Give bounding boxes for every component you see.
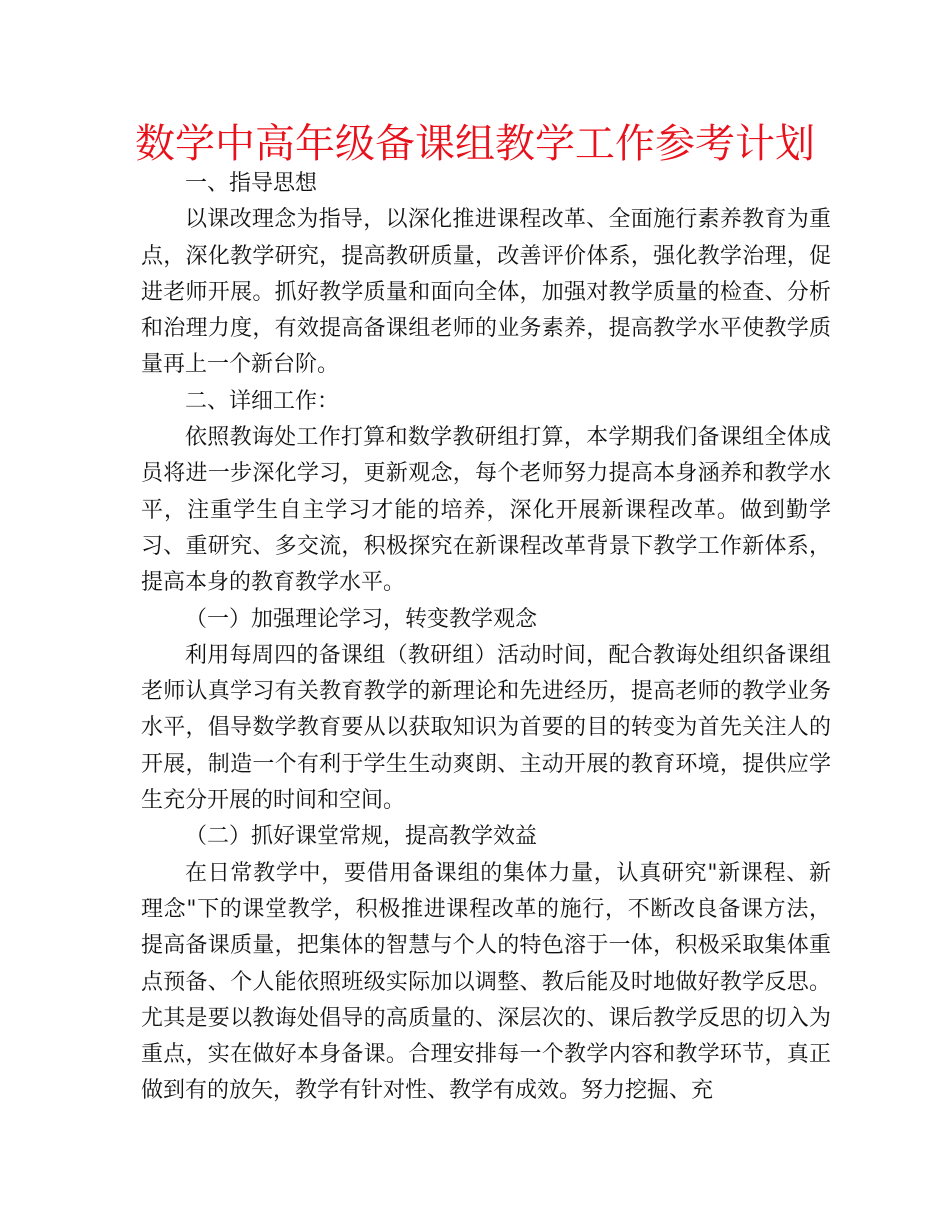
paragraph-classroom-routine: 在日常教学中，要借用备课组的集体力量，认真研究"新课程、新理念"下的课堂教学，积极推进课程改革的施行，不断改良备课方法，提高备课质量，把集体的智慧与个人的特色溶于一体，积极采取集体重点预备、个人能依照班级实际加以调整、教后能及时地做好教学反思。尤其是要以教诲处倡导的高质量的、深层次的、课后教学反思的切入为重点，实在做好本身备课。合理安排每一个教学内容和教学环节，真正做到有的放矢，教学有针对性、教学有成效。努力挖掘、充: [141, 860, 831, 1104]
paragraph-guiding-thought: 以课改理念为指导，以深化推进课程改革、全面施行素养教育为重点，深化教学研究，提高教研质量，改善评价体系，强化教学治理，促进老师开展。抓好教学质量和面向全体，加强对教学质量的检查、分析和治理力度，有效提高备课组老师的业务素养，提高教学水平使教学质量再上一个新台阶。: [141, 207, 831, 378]
document-body: [141, 166, 831, 1110]
paragraph-detailed-work: 依照教诲处工作打算和数学教研组打算，本学期我们备课组全体成员将进一步深化学习，更新观念，每个老师努力提高本身涵养和教学水平，注重学生自主学习才能的培养，深化开展新课程改革。做到勤学习、重研究、多交流，积极探究在新课程改革背景下教学工作新体系，提高本身的教育教学水平。: [141, 425, 831, 596]
section-heading-guiding-thought: 一、指导思想: [185, 171, 318, 196]
document-title: 数学中高年级备课组教学工作参考计划: [135, 121, 815, 167]
paragraph-theory-study: 利用每周四的备课组（教研组）活动时间，配合教诲处组织备课组老师认真学习有关教育教学的新理论和先进经历，提高老师的教学业务水平，倡导数学教育要从以获取知识为首要的目的转变为首先关注人的开展，制造一个有利于学生生动爽朗、主动开展的教育环境，提供应学生充分开展的时间和空间。: [141, 642, 831, 814]
subsection-heading-classroom-routine: （二）抓好课堂常规，提高教学效益: [185, 824, 538, 850]
section-heading-detailed-work: 二、详细工作：: [185, 388, 340, 414]
subsection-heading-theory-study: （一）加强理论学习，转变教学观念: [185, 606, 538, 632]
